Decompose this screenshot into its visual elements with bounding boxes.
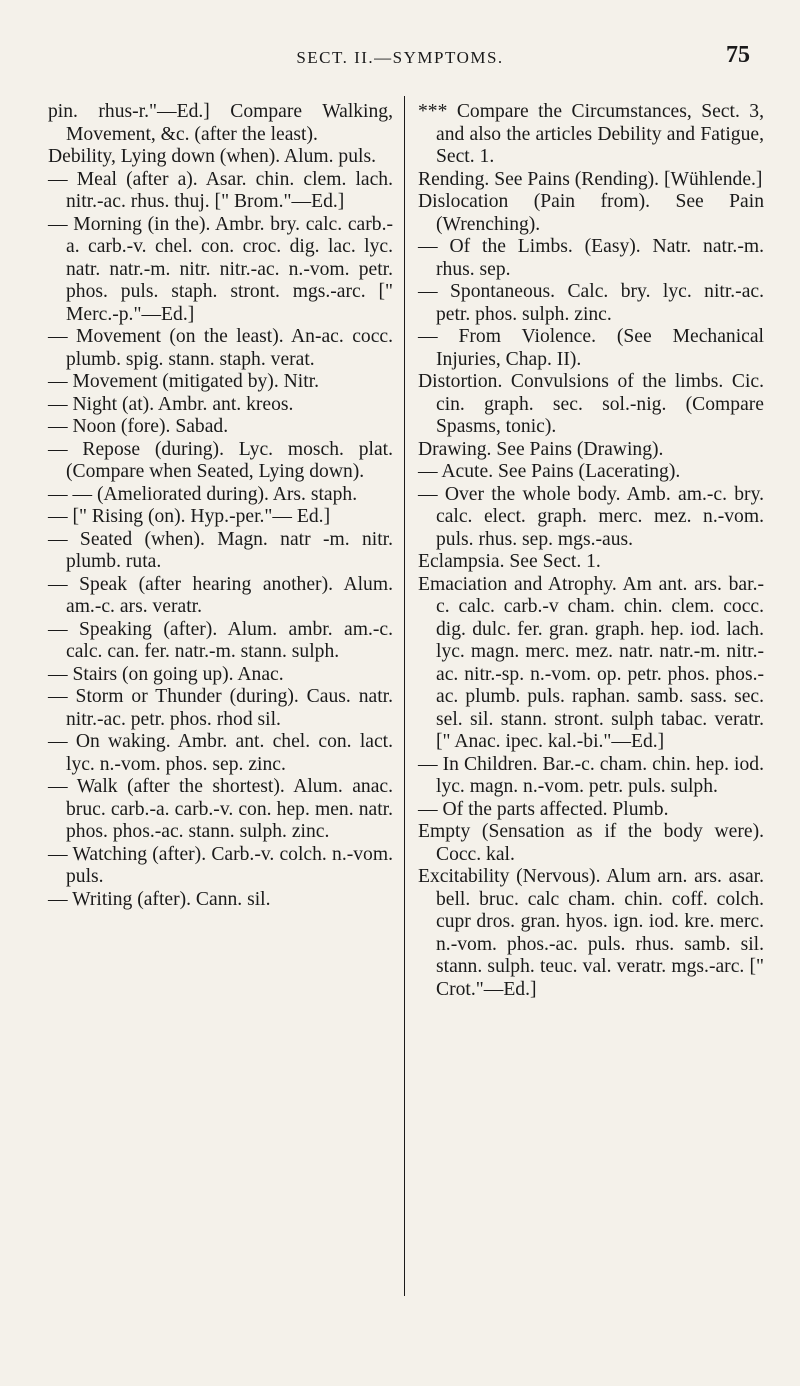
- entry: — Meal (after a). Asar. chin. clem. lach. nitr.-ac. rhus. thuj. [" Brom."—Ed.]: [48, 168, 393, 212]
- column-divider: [404, 96, 405, 1296]
- entry: Empty (Sensation as if the body were). Cocc. kal.: [418, 821, 764, 865]
- entry: — Repose (during). Lyc. mosch. plat. (Compare when Seated, Lying down).: [48, 438, 393, 482]
- entry: — Speak (after hearing another). Alum. am.-c. ars. veratr.: [48, 573, 393, 617]
- entry: pin. rhus-r."—Ed.] Compare Walking, Movement, &c. (after the least).: [48, 101, 393, 145]
- entry: — Of the Limbs. (Easy). Natr. natr.-m. rhus. sep.: [418, 236, 764, 280]
- entry: — Over the whole body. Amb. am.-c. bry. calc. elect. graph. merc. mez. n.-vom. puls. rhus. sep. mgs.-aus.: [418, 483, 764, 550]
- entry: — Spontaneous. Calc. bry. lyc. nitr.-ac. petr. phos. sulph. zinc.: [418, 281, 764, 325]
- entry: Rending. See Pains (Rending). [Wühlende.]: [418, 168, 763, 190]
- entry: — Movement (mitigated by). Nitr.: [48, 371, 320, 392]
- running-head: SECT. II.—SYMPTOMS.: [296, 48, 504, 67]
- entry: — Of the parts affected. Plumb.: [418, 798, 669, 820]
- left-column: [48, 101, 393, 911]
- entry: — On waking. Ambr. ant. chel. con. lact. lyc. n.-vom. phos. sep. zinc.: [48, 731, 393, 775]
- entry: — Speaking (after). Alum. ambr. am.-c. calc. can. fer. natr.-m. stann. sulph.: [48, 618, 393, 662]
- right-column: [418, 101, 764, 1001]
- entry: — Walk (after the shortest). Alum. anac. bruc. carb.-a. carb.-v. con. hep. men. natr. phos. phos.-ac. stann. sulph. zinc.: [48, 776, 393, 842]
- page-number: 75: [726, 42, 750, 68]
- entry: — From Violence. (See Mechanical Injuries, Chap. II).: [418, 326, 764, 370]
- entry: — [" Rising (on). Hyp.-per."— Ed.]: [48, 506, 331, 527]
- entry: Debility, Lying down (when). Alum. puls.: [48, 146, 376, 167]
- entry: *** Compare the Circumstances, Sect. 3, and also the articles Debility and Fatigue, Sect. 1.: [418, 101, 764, 167]
- entry: — Morning (in the). Ambr. bry. calc. carb.-a. carb.-v. chel. con. croc. dig. lac. lyc. natr. natr.-m. nitr. nitr.-ac. n.-vom. petr. phos. puls. staph. stront. mgs.-arc. [" Merc.-p."—Ed.]: [48, 213, 393, 325]
- entry: — — (Ameliorated during). Ars. staph.: [48, 483, 358, 505]
- page-header: [0, 42, 800, 72]
- entry: — Acute. See Pains (Lacerating).: [418, 461, 681, 482]
- entry: — Seated (when). Magn. natr -m. nitr. plumb. ruta.: [48, 528, 393, 572]
- entry: — Watching (after). Carb.-v. colch. n.-vom. puls.: [48, 843, 393, 887]
- entry: — Writing (after). Cann. sil.: [48, 888, 271, 910]
- entry: — Storm or Thunder (during). Caus. natr. nitr.-ac. petr. phos. rhod sil.: [48, 686, 393, 730]
- entry: Emaciation and Atrophy. Am ant. ars. bar.-c. calc. carb.-v cham. chin. clem. cocc. dig. dulc. fer. gran. graph. hep. iod. lach. lyc. magn. merc. mez. natr. natr.-m. nitr.-ac. nitr.-sp. n.-vom. op. petr. phos. phos.-ac. plumb. puls. raphan. samb. sass. sec. sel. sil. stann. stront. sulph tabac. veratr. [" Anac. ipec. kal.-bi."—Ed.]: [418, 573, 764, 752]
- entry: Drawing. See Pains (Drawing).: [418, 438, 664, 460]
- entry: — Noon (fore). Sabad.: [48, 416, 229, 437]
- entry: — Movement (on the least). An-ac. cocc. plumb. spig. stann. staph. verat.: [48, 326, 393, 370]
- entry: — Night (at). Ambr. ant. kreos.: [48, 393, 294, 415]
- entry: — In Children. Bar.-c. cham. chin. hep. iod. lyc. magn. n.-vom. petr. puls. sulph.: [418, 753, 764, 797]
- entry: Excitability (Nervous). Alum arn. ars. asar. bell. bruc. calc cham. chin. coff. colch. cupr dros. gran. hyos. ign. iod. kre. merc. n.-vom. phos.-ac. puls. rhus. samb. sil. stann. sulph. teuc. val. veratr. mgs.-arc. [" Crot."—Ed.]: [418, 866, 764, 1000]
- entry: Distortion. Convulsions of the limbs. Cic. cin. graph. sec. sol.-nig. (Compare Spasms, tonic).: [418, 371, 764, 437]
- entry: — Stairs (on going up). Anac.: [48, 663, 284, 685]
- entry: Eclampsia. See Sect. 1.: [418, 551, 601, 572]
- entry: Dislocation (Pain from). See Pain (Wrenching).: [418, 191, 764, 235]
